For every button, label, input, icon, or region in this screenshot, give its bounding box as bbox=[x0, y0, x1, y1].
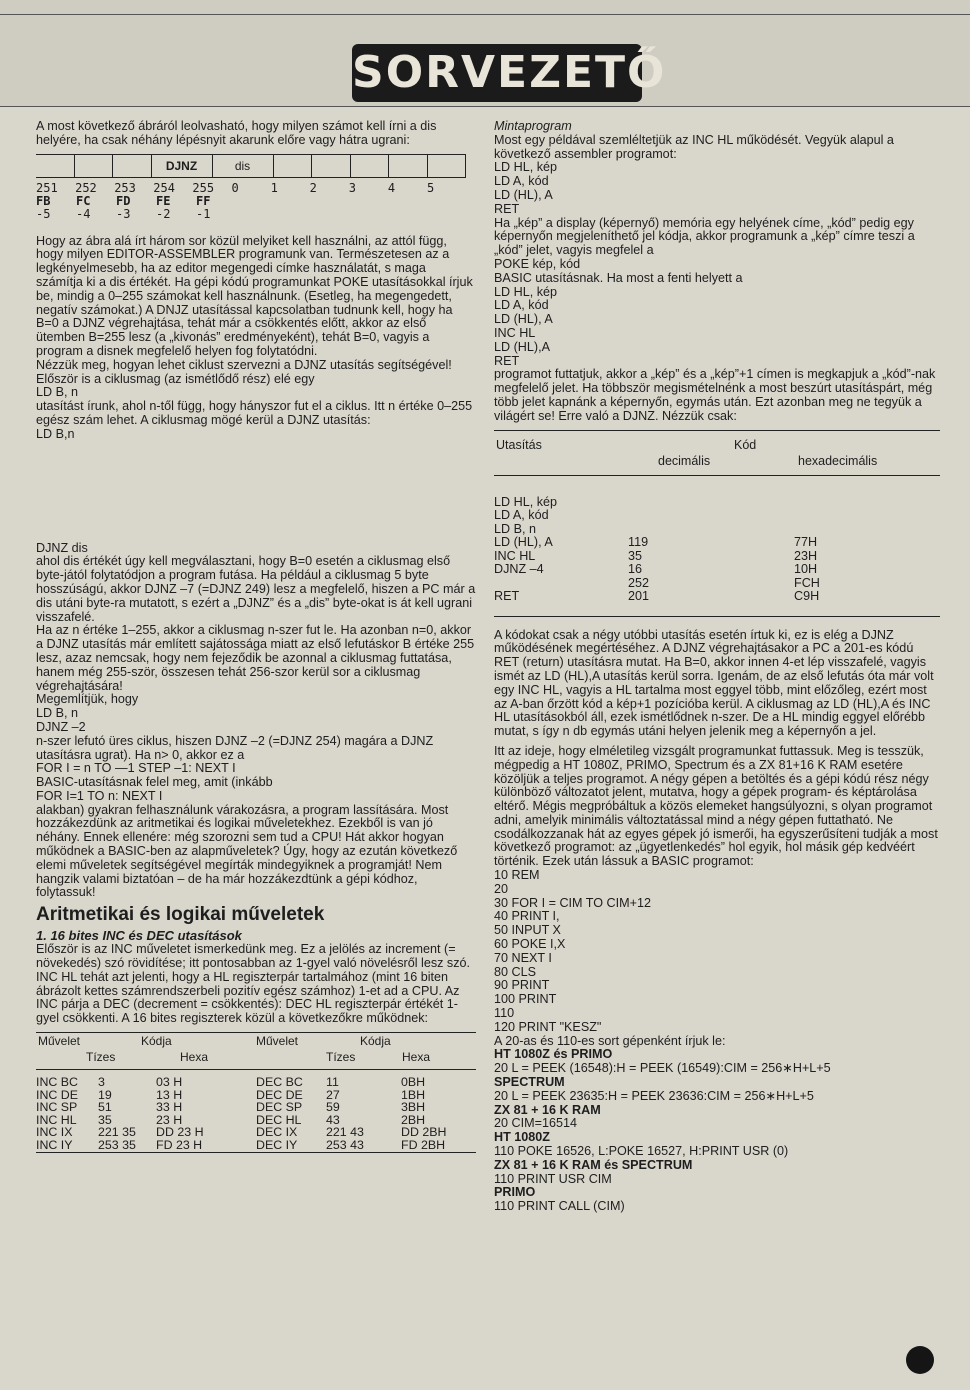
cell bbox=[794, 509, 934, 523]
cell: DJNZ –4 bbox=[494, 562, 544, 577]
basic-line: 20 CIM=16514 bbox=[494, 1116, 577, 1131]
djnz-diagram bbox=[36, 154, 466, 178]
paragraph: Itt az ideje, hogy elméletileg vizsgált programunkat futtassuk. Meg is tesszük, mégpedig a HT 1080Z, PRIMO, Spectrum és a ZX 81+16 K RAM esetére közöljük a teljes programot. A négy gépen a betöltés és a gépi kódú rész négy különböző változatot jelent, mutatva, hogy a gépek program- és képtárolása eltérő. Mégis megpróbáltuk a közös elemeket hangsúlyozni, s olyan programot adni, amelyik minimális változtatással mind a négy gépen futtatható. Ne csodálkozzanak hát az egyes gépek jó ismerői, ha egyszerűsíteni tudják a most következő programot: az „ügyetlenkedés” hol egyik, hol másik gép kedvéért történik. Ezek után lássuk a BASIC programot: bbox=[494, 743, 938, 869]
cell: DD 23 H bbox=[156, 1125, 204, 1140]
cell: DEC DE bbox=[256, 1087, 303, 1102]
paragraph: Ha „kép” a display (képernyő) memória egy helyének címe, „kód” pedig egy képernyőn megjeleníthető jel kódja, akkor programunk a „kép” címre teszi a „kód” jelet, vagyis megfelel a bbox=[494, 215, 915, 258]
cell: INC IX bbox=[36, 1125, 73, 1140]
cell: RET bbox=[494, 589, 520, 604]
basic-line: 20 bbox=[494, 881, 509, 896]
paragraph: Hogy az ábra alá írt három sor közül melyiket kell használni, az attól függ, hogy milyen EDITOR-ASSEMBLER programunk van. Természetesen az a legkényelmesebb, ha az editor megengedi címke használatát, s maga számítja ki a dis értékét. Ha gépi kódú programunkat POKE utasításokkal írjuk be, mindig a 0–255 számokat kell használnunk. (Esetleg, ha megengedett, negatív számokat.) A DNJZ utasítással kapcsolatban tudnunk kell, hogy ha B=0 a DJNZ végrehajtása, tehát már a csökkentés előtt, akkor az első ütemben B=255 lesz (a „kivonás” eredményeként), tehát B=0, vagyis a program a disnek megfelelő helyen fog folytatódni. bbox=[36, 233, 473, 358]
diagram-cell-djnz: DJNZ bbox=[152, 155, 213, 177]
basic-line: 110 PRINT CALL (CIM) bbox=[494, 1199, 625, 1214]
code-line: LD A, kód bbox=[494, 174, 549, 189]
basic-line: 60 POKE I,X bbox=[494, 937, 566, 952]
diagram-value: FF bbox=[196, 193, 211, 208]
cell: LD (HL), A bbox=[494, 535, 553, 550]
machine-label: ZX 81 + 16 K RAM bbox=[494, 1102, 601, 1117]
header-hex: Hexa bbox=[402, 1050, 431, 1065]
diagram-value: 5 bbox=[426, 180, 435, 195]
table-row bbox=[494, 509, 940, 523]
code-line: LD (HL), A bbox=[494, 187, 553, 202]
header-decimal: decimális bbox=[658, 453, 711, 468]
cell: DEC BC bbox=[256, 1075, 303, 1090]
paragraph: programot futtatjuk, akkor a „kép” és a „kép”+1 címen is megkapjuk a „kód”-nak megfelelő jelet. Ha többször megismételnénk a most beszúrt utasításpárt, még több jelet kapnánk a képernyőn, egymás után. Ezt azonban meg ne tegyük a világért se! Erre való a DJNZ. Nézzük csak: bbox=[494, 367, 936, 423]
machine-label: SPECTRUM bbox=[494, 1075, 565, 1090]
diagram-value: 252 bbox=[75, 180, 97, 195]
table-row bbox=[494, 550, 940, 564]
paragraph: A kódokat csak a négy utóbbi utasítás esetén írtuk ki, ez is elég a DJNZ működésének megértéséhez. A DJNZ végrehajtásakor a PC a 201-es kódú RET (return) utasításra mutat. Ha B=0, akkor innen 4-et lép visszafelé, vagyis ismét az LD (HL),A utasítás kerül sorra. Igenám, de az első lefutás óta már volt egy INC HL, vagyis a HL tartalma most eggyel több, mint előzőleg, ezért most az A-ban őrzött kód a kép+1 pozícióba kerül. A ciklusmag az LD (HL),A és INC HL utasításokból áll, ezek ismétlődnek n-szer. De a HL mindig eggyel előrébb mutat, s így n db egymás utáni helyen jelenik meg a képernyőn a jel. bbox=[494, 627, 934, 739]
paragraph: Először is a ciklusmag (az ismétlődő rész) elé egy bbox=[36, 371, 315, 386]
cell: 119 bbox=[628, 535, 649, 550]
cell: FD 2BH bbox=[401, 1138, 446, 1153]
header-code: Kódja bbox=[360, 1034, 391, 1049]
diagram-cell bbox=[428, 155, 467, 177]
paragraph: BASIC-utasításnak felel meg, amit (inkább bbox=[36, 775, 273, 790]
paragraph: A 20-as és 110-es sort gépenként írjuk le: bbox=[494, 1033, 726, 1048]
paragraph: Megemlítjük, hogy bbox=[36, 692, 139, 707]
cell: INC SP bbox=[36, 1100, 78, 1115]
table-row bbox=[494, 523, 940, 537]
cell: 253 43 bbox=[326, 1138, 364, 1153]
machine-label: PRIMO bbox=[494, 1185, 536, 1200]
cell: FCH bbox=[794, 575, 820, 590]
cell: 2BH bbox=[401, 1112, 426, 1127]
basic-line: 110 bbox=[494, 1006, 515, 1021]
code-line: DJNZ dis bbox=[36, 540, 88, 555]
cell: INC HL bbox=[36, 1112, 77, 1127]
table-row bbox=[36, 1076, 476, 1089]
diagram-value: 0 bbox=[231, 180, 239, 195]
cell: LD B, n bbox=[494, 521, 536, 536]
paragraph: n-szer lefutó üres ciklus, hiszen DJNZ –2 (=DJNZ 254) magára a DJNZ utasításra ugrat). Ha n> 0, akkor ez a bbox=[36, 733, 434, 762]
cell: INC HL bbox=[494, 548, 536, 563]
diagram-value: 254 bbox=[153, 180, 175, 195]
diagram-cell bbox=[75, 155, 114, 177]
code-line: RET bbox=[494, 201, 520, 216]
table-row bbox=[494, 496, 940, 510]
diagram-cell-dis: dis bbox=[213, 155, 274, 177]
right-column bbox=[494, 120, 940, 1214]
header-operation: Művelet bbox=[256, 1034, 299, 1049]
paragraph: BASIC utasításnak. Ha most a fenti helyett a bbox=[494, 270, 743, 285]
cell: 221 43 bbox=[326, 1125, 364, 1140]
cell: 252 bbox=[628, 575, 650, 590]
table-bottom-rule bbox=[494, 604, 940, 617]
paragraph: Nézzük meg, hogyan lehet ciklust szervezni a DJNZ utasítás segítségével! bbox=[36, 357, 452, 372]
code-line: POKE kép, kód bbox=[494, 256, 581, 271]
cell bbox=[494, 577, 628, 591]
cell: DEC IY bbox=[256, 1138, 298, 1153]
header-decimal: Tízes bbox=[326, 1050, 356, 1065]
diagram-value: -4 bbox=[76, 206, 91, 221]
basic-line: 40 PRINT I, bbox=[494, 909, 560, 924]
code-line: RET bbox=[494, 353, 520, 368]
machine-label: ZX 81 + 16 K RAM és SPECTRUM bbox=[494, 1157, 693, 1172]
diagram-value: -3 bbox=[116, 206, 131, 221]
cell bbox=[628, 496, 794, 510]
diagram-cell bbox=[351, 155, 390, 177]
basic-line: 110 PRINT USR CIM bbox=[494, 1171, 612, 1186]
header-decimal: Tízes bbox=[86, 1050, 116, 1065]
diagram-value: FD bbox=[116, 193, 131, 208]
diagram-cell bbox=[36, 155, 75, 177]
table-row bbox=[36, 1101, 476, 1114]
cell: 10H bbox=[794, 562, 818, 577]
cell: DD 2BH bbox=[401, 1125, 447, 1140]
diagram-value: 255 bbox=[192, 180, 215, 195]
cell: C9H bbox=[794, 589, 820, 604]
cell: 0BH bbox=[401, 1075, 426, 1090]
table-row bbox=[36, 1139, 476, 1152]
cell: 59 bbox=[326, 1100, 340, 1115]
cell: 3 bbox=[98, 1075, 105, 1090]
code-line: LD (HL),A bbox=[494, 339, 550, 354]
cell: DEC IX bbox=[256, 1125, 298, 1140]
code-line: LD HL, kép bbox=[494, 284, 557, 299]
masthead-rule-bottom bbox=[0, 106, 970, 107]
left-column bbox=[36, 120, 476, 1153]
table-row bbox=[494, 590, 940, 604]
cell: DEC HL bbox=[256, 1112, 302, 1127]
header-instruction: Utasítás bbox=[496, 437, 542, 452]
code-line: LD B, n bbox=[36, 706, 78, 721]
table-row bbox=[494, 563, 940, 577]
cell: 27 bbox=[326, 1087, 340, 1102]
diagram-value: FB bbox=[36, 193, 51, 208]
cell: 3BH bbox=[401, 1100, 426, 1115]
diagram-cell bbox=[312, 155, 351, 177]
cell: 23H bbox=[794, 548, 818, 563]
cell: LD HL, kép bbox=[494, 494, 557, 509]
cell: 16 bbox=[628, 562, 643, 577]
basic-line: 120 PRINT "KESZ" bbox=[494, 1019, 602, 1034]
paragraph: ahol dis értékét úgy kell megválasztani, hogy B=0 esetén a ciklusmag első byte-jától folytatódjon a program futása. Ha például a ciklusmag 5 byte hosszúságú, akkor DJNZ –7 (=DJNZ 249) lesz a megfelelő, hiszen a PC már a dis utáni byte-ra mutatott, s ezért a „DJNZ” és a „dis” byte-okat is át kell ugrani visszafelé. bbox=[36, 554, 476, 624]
cell: FD 23 H bbox=[156, 1138, 203, 1153]
diagram-row-hex bbox=[36, 195, 466, 208]
basic-line: 30 FOR I = CIM TO CIM+12 bbox=[494, 895, 652, 910]
diagram-row-decimal bbox=[36, 182, 466, 195]
code-line: LD A, kód bbox=[494, 298, 549, 313]
paragraph: Most egy példával szemléltetjük az INC HL működését. Vegyük alapul a következő assembler programot: bbox=[494, 132, 894, 161]
cell: DEC SP bbox=[256, 1100, 303, 1115]
intro-paragraph: A most következő ábráról leolvasható, hogy milyen számot kell írni a dis helyére, ha csak néhány lépésnyit akarunk előre vagy hátra ugrani: bbox=[36, 119, 437, 147]
masthead-rule bbox=[0, 14, 970, 15]
subsection-title: Mintaprogram bbox=[494, 119, 572, 133]
code-line: LD (HL), A bbox=[494, 312, 553, 327]
table-header bbox=[36, 1033, 476, 1070]
header-hex: hexadecimális bbox=[798, 453, 878, 468]
cell: 51 bbox=[98, 1100, 112, 1115]
diagram-value: 1 bbox=[270, 180, 278, 195]
cell: 23 H bbox=[156, 1112, 183, 1127]
cell: 77H bbox=[794, 535, 818, 550]
basic-line: 100 PRINT bbox=[494, 992, 557, 1007]
machine-label: HT 1080Z bbox=[494, 1130, 550, 1145]
cell: 11 bbox=[326, 1075, 339, 1090]
djnz-code-table bbox=[494, 430, 940, 617]
header-operation: Művelet bbox=[38, 1034, 81, 1049]
cell: 1BH bbox=[401, 1087, 426, 1102]
basic-line: 70 NEXT I bbox=[494, 950, 552, 965]
code-line: FOR I = n TO —1 STEP –1: NEXT I bbox=[36, 761, 236, 776]
cell bbox=[794, 523, 934, 537]
code-line: LD B, n bbox=[36, 385, 78, 400]
section-heading: Aritmetikai és logikai műveletek bbox=[36, 904, 325, 926]
cell bbox=[794, 496, 934, 510]
diagram-value: 251 bbox=[36, 180, 58, 195]
diagram-value: FE bbox=[156, 193, 171, 208]
diagram-cell bbox=[389, 155, 428, 177]
paragraph: alakban) gyakran felhasználunk várakozásra, a program lassítására. Most hozzákezdünk az aritmetikai és logikai műveletekhez. Ezekből is van jó néhány. Ennek ellenére: még szorozni sem tud a CPU! Hát akkor hogyan működnek a BASIC-ben az alapműveletek? Úgy, hogy az ezután következő elemi műveletek segítségével megírták mindegyiknek a programját! Nem hangzik valami biztatóan – de ha már hozzákezdtünk a gépi kódhoz, folytassuk! bbox=[36, 802, 458, 900]
diagram-value: -2 bbox=[156, 206, 171, 221]
cell: 253 35 bbox=[98, 1138, 136, 1153]
basic-line: 90 PRINT bbox=[494, 978, 550, 993]
header-code: Kód bbox=[734, 437, 757, 452]
diagram-value: 4 bbox=[387, 180, 396, 195]
loop-body-gap bbox=[36, 442, 476, 542]
basic-line: 20 L = PEEK 23635:H = PEEK 23636:CIM = 256∗H+L+5 bbox=[494, 1088, 814, 1103]
cell: 13 H bbox=[156, 1087, 183, 1102]
cell bbox=[628, 509, 794, 523]
inc-dec-table bbox=[36, 1032, 476, 1153]
cell: 03 H bbox=[156, 1075, 183, 1090]
diagram-value: -1 bbox=[196, 206, 211, 221]
header-code: Kódja bbox=[141, 1034, 172, 1049]
cell: 201 bbox=[628, 589, 650, 604]
cell: INC DE bbox=[36, 1087, 78, 1102]
code-line: INC HL bbox=[494, 325, 536, 340]
diagram-value: -5 bbox=[36, 206, 51, 221]
basic-line: 110 POKE 16526, L:POKE 16527, H:PRINT USR (0) bbox=[494, 1144, 789, 1159]
cell bbox=[628, 523, 794, 537]
cell: 35 bbox=[628, 548, 643, 563]
diagram-value: 253 bbox=[114, 180, 136, 195]
paragraph: Először is az INC műveletet ismerkedünk meg. Ez a jelölés az increment (= növekedés) szó rövidítése; itt pontosabban az 1-gyel való növelésről lesz szó. INC HL tehát azt jelenti, hogy a HL regiszterpár tartalmához (mint 16 biten ábrázolt kettes számrendszerbeli pozitív egész számhoz) 1-et ad a CPU. Az INC párja a DEC (decrement = csökkentés): DEC HL regiszterpár értékét 1-gyel csökkenti. A 16 bites regiszterek közül a következőkre működnek: bbox=[36, 942, 471, 1026]
section-subheading: 1. 16 bites INC és DEC utasítások bbox=[36, 928, 242, 944]
page-corner-dot bbox=[906, 1346, 934, 1374]
code-line: LD B,n bbox=[36, 426, 75, 441]
cell: 221 35 bbox=[98, 1125, 136, 1140]
basic-line: 10 REM bbox=[494, 868, 540, 883]
section-logo: SORVEZETŐ bbox=[352, 44, 642, 102]
header-hex: Hexa bbox=[180, 1050, 209, 1065]
cell: 33 H bbox=[156, 1100, 183, 1115]
cell: INC IY bbox=[36, 1138, 73, 1153]
cell: 43 bbox=[326, 1112, 340, 1127]
table-row bbox=[494, 577, 940, 591]
code-line: FOR I=1 TO n: NEXT I bbox=[36, 788, 163, 803]
paragraph: Ha az n értéke 1–255, akkor a ciklusmag n-szer fut le. Ha azonban n=0, akkor a DJNZ utasítás már említett sajátossága miatt az első lefutáskor B értéke 255 lesz, azaz nemcsak, hogy nem fejeződik be azonnal a ciklusmag futtatása, hanem még 255-ször, összesen tehát 256-szor kerül sor a ciklusmag végrehajtására! bbox=[36, 623, 475, 693]
diagram-cell bbox=[274, 155, 313, 177]
diagram-value: FC bbox=[76, 193, 91, 208]
cell: INC BC bbox=[36, 1075, 78, 1090]
basic-line: 50 INPUT X bbox=[494, 923, 561, 938]
cell: 19 bbox=[98, 1087, 112, 1102]
diagram-value: 3 bbox=[348, 180, 356, 195]
paragraph: utasítást írunk, ahol n-től függ, hogy hányszor fut el a ciklus. Itt n értéke 0–255 egész szám lehet. A ciklusmag mögé kerül a DJNZ utasítás: bbox=[36, 399, 473, 427]
table-row bbox=[494, 536, 940, 550]
cell: 35 bbox=[98, 1112, 112, 1127]
diagram-row-negative bbox=[36, 208, 466, 221]
basic-line: 20 L = PEEK (16548):H = PEEK (16549):CIM = 256∗H+L+5 bbox=[494, 1061, 831, 1076]
diagram-cell bbox=[113, 155, 152, 177]
diagram-value: 2 bbox=[309, 180, 317, 195]
table-header bbox=[494, 430, 940, 476]
code-line: DJNZ –2 bbox=[36, 719, 86, 734]
machine-label: HT 1080Z és PRIMO bbox=[494, 1047, 613, 1062]
basic-line: 80 CLS bbox=[494, 964, 537, 979]
code-line: LD HL, kép bbox=[494, 160, 557, 175]
cell: LD A, kód bbox=[494, 508, 549, 523]
